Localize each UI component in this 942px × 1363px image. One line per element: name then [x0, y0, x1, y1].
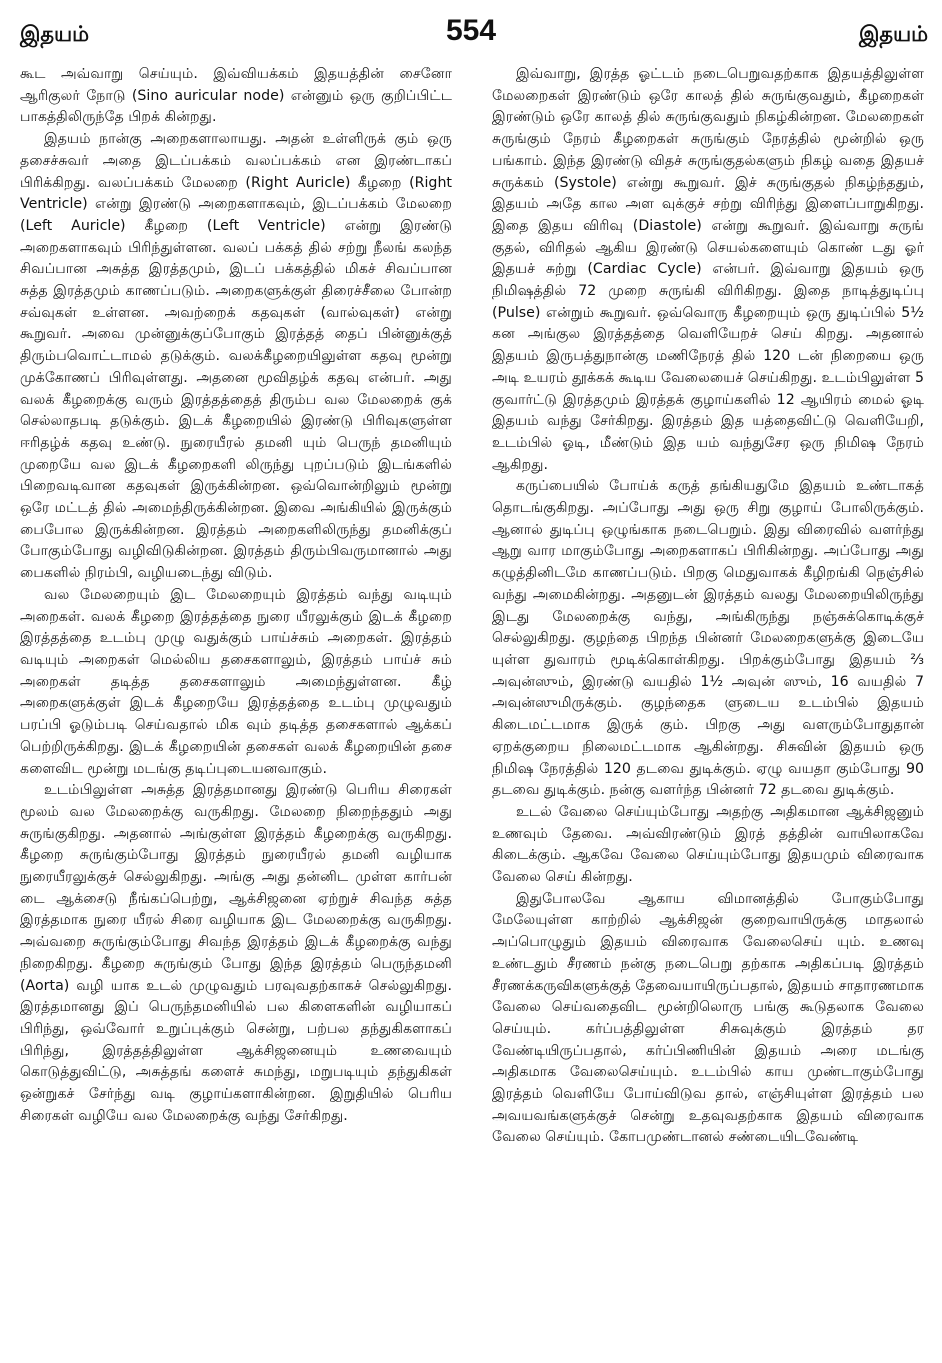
paragraph: உடம்பிலுள்ள அசுத்த இரத்தமானது இரண்டு பெரிய சிரைகள் மூலம் வல மேலறைக்கு வருகிறது. மேலறை நிறைந்ததும் அது சுருங்குகிறது. அதனால் அங்குள்ள இரத்தம் கீழறைக்கு வருகிறது. கீழறை சுருங்கும்போது இரத்தம் நுரையீரல் தமனி வழியாக நுரையீரலுக்குச் செல்லுகிறது. அங்கு அது தன்னிட முள்ள கார்பன் டை ஆக்சைடு நீங்கப்பெற்று, ஆக்சிஜனை ஏற்றுச் சிவந்த சுத்த இரத்தமாக நுரை யீரல் சிரை வழியாக இட மேலறைக்கு வருகிறது. அவ்வறை சுருங்கும்போது சிவந்த இரத்தம் இடக் கீழறைக்கு வந்து நிறைகிறது. கீழறை சுருங்கும் போது இந்த இரத்தம் பெருந்தமனி (Aorta) வழி யாக உடல் முழுவதும் பரவுவதற்காகச் செல்லுகிறது. இரத்தமானது இப் பெருந்தமனியில் பல கிளைகளின் வழியாகப் பிரிந்து, ஒவ்வோர் உறுப்புக்கும் சென்று, பற்பல தந்துகிகளாகப் பிரிந்து, இரத்தத்திலுள்ள ஆக்சிஜனையும் உணவையும் கொடுத்துவிட்டு, அசுத்தங் களைச் சுமந்து, மறுபடியும் தந்துகிகள் ஒன்றுகச் சேர்ந்து வடி குழாய்களாகின்றன. இறுதியில் பெரிய சிரைகள் வழியே வல மேலறைக்கு வந்து சேர்கிறது. — [20, 782, 452, 1124]
paragraph: கருப்பையில் போய்க் கருத் தங்கியதுமே இதயம் உண்டாகத் தொடங்குகிறது. அப்போது அது ஒரு சிறு குழாய் போலிருக்கும். ஆனால் துடிப்பு ஒழுங்காக நடைபெறும். இது விரைவில் வளர்ந்து ஆறு வார மாகும்போது அறைகளாகப் பிரிகின்றது. அப்போது அது கழுத்தினிடமே காணப்படும். பிறகு மெதுவாகக் கீழிறங்கி நெஞ்சில் வந்து அமைகின்றது. அதனுடன் இரத்தம் வலது மேலறையிலிருந்து இடது மேலறைக்கு வந்து, அங்கிருந்து நஞ்சுக்கொடிக்குச் செல்லுகிறது. குழந்தை பிறந்த பின்னர் மேலறைகளுக்கு இடையே யுள்ள துவாரம் மூடிக்கொள்கிறது. பிறக்கும்போது இதயம் ⅔ அவுன்ஸும், இரண்டு வயதில் 1½ அவுன் ஸும், 16 வயதில் 7 அவுன்ஸுமிருக்கும். குழந்தைக ளுடைய உடம்பில் இதயம் கிடைமட்டமாக இருக் கும். பிறகு அது வளரும்போதுதான் ஏறக்குறைய நிலைமட்டமாக ஆகின்றது. சிசுவின் இதயம் ஒரு நிமிஷ நேரத்தில் 120 தடவை துடிக்கும். ஏழு வயதா கும்போது 90 தடவை துடிக்கும். நன்கு வளர்ந்த பின்னர் 72 தடவை துடிக்கும். — [492, 478, 924, 799]
paragraph: கூட அவ்வாறு செய்யும். இவ்வியக்கம் இதயத்தின் சைனோ ஆரிகுலர் நோடு (Sino auricular node) என்னும் ஒரு குறிப்பிட்ட பாகத்திலிருந்தே பிறக் கின்றது. — [20, 66, 452, 126]
paragraph: வல மேலறையும் இட மேலறையும் இரத்தம் வந்து வடியும் அறைகள். வலக் கீழறை இரத்தத்தை நுரை யீரலுக்கும் இடக் கீழறை இரத்தத்தை உடம்பு முழு வதுக்கும் பாய்ச்சும் அறைகள். இரத்தம் வடியும் அறைகள் மெல்லிய தசைகளாலும், இரத்தம் பாய்ச் சும் அறைகள் தடித்த தசைகளாலும் அமைந்துள்ளன. கீழ் அறைகளுக்குள் இடக் கீழறையே இரத்தத்தை உடம்பு முழுவதும் பரப்பி ஓடும்படி செய்வதால் மிக வும் தடித்த தசைகளால் ஆக்கப் பெற்றிருக்கிறது. இடக் கீழறையின் தசைகள் வலக் கீழறையின் தசை களைவிட மூன்று மடங்கு தடிப்புடையனவாகும். — [20, 586, 452, 777]
paragraph: இதுபோலவே ஆகாய விமானத்தில் போகும்போது மேலேயுள்ள காற்றில் ஆக்சிஜன் குறைவாயிருக்கு மாதலால் அப்பொழுதும் இதயம் விரைவாக வேலைசெய் யும். உணவு உண்டதும் சீரணம் நன்கு நடைபெறு தற்காக அதிகப்படி இரத்தம் சீரணக்கருவிகளுக்குத் தேவையாயிருப்பதால், இதயம் சாதாரணமாக வேலை செய்வதைவிட மூன்றிலொரு பங்கு கூடுதலாக வேலை செய்யும். கர்ப்பத்திலுள்ள சிசுவுக்கும் இரத்தம் தர வேண்டியிருப்பதால், கர்ப்பிணியின் இதயம் அரை மடங்கு அதிகமாக வேலைசெய்யும். உடம்பில் காய முண்டாகும்போது இரத்தம் வெளியே போய்விடுவ தால், எஞ்சியுள்ள இரத்தம் பல அவயவங்களுக்குச் சென்று உதவுவதற்காக இதயம் விரைவாக வேலை செய்யும். கோபமுண்டானல் சண்டையிடவேண்டி — [492, 890, 924, 1146]
page-number: 554 — [445, 14, 497, 47]
paragraph: இதயம் நான்கு அறைகளாலாயது. அதன் உள்ளிருக் கும் ஒரு தசைச்சுவர் அதை இடப்பக்கம் வலப்பக்கம் என இரண்டாகப் பிரிக்கிறது. வலப்பக்கம் மேலறை (Right Auricle) கீழறை (Right Ventricle) என்று இரண்டு அறைகளாகவும், இடப்பக்கம் மேலறை (Left Auricle) கீழறை (Left Ventricle) என்று இரண்டு அறைகளாகவும் பிரிந்துள்ளன. வலப் பக்கத் தில் சற்று நீலங் கலந்த சிவப்பான அசுத்த இரத்தமும், இடப் பக்கத்தில் மிகச் சிவப்பான சுத்த இரத்தமும் காணப்படும். அறைகளுக்குள் திரைச்சீலை போன்ற சவ்வுகள் உள்ளன. அவற்றைக் கதவுகள் (வால்வுகள்) என்று கூறுவர். அவை முன்னுக்குப்போகும் இரத்தத் தைப் பின்னுக்குத் திரும்பவொட்டாமல் தடுக்கும். வலக்கீழறையிலுள்ள கதவு மூன்று முக்கோணப் பிரிவுள்ளது. அதனை மூவிதழ்க் கதவு என்பர். அது வலக் கீழறைக்கு வரும் இரத்தத்தைத் திரும்ப வல மேலறைக் குக் செல்லாதபடி தடுக்கும். இடக் கீழறையில் இரண்டு பிரிவுகளுள்ள ஈரிதழ்க் கதவு உண்டு. நுரையீரல் தமனி யும் பெருந் தமனியும் முறையே வல இடக் கீழறைகளி லிருந்து புறப்படும் இடங்களில் பிறைவடிவான கதவுகள் இருக்கின்றன. ஒவ்வொன்றிலும் மூன்று ஒரே மட்டத் தில் அமைந்திருக்கின்றன. இவை அங்கியில் இருக்கும் பைபோல இருக்கின்றன. இரத்தம் அறைகளிலிருந்து தமனிக்குப் போகும்போது வழிவிடுகின்றன. இரத்தம் திரும்பிவருமானால் அது பைகளில் நிரம்பி, வழியடைந்து விடும். — [20, 131, 452, 582]
paragraph: இவ்வாறு, இரத்த ஓட்டம் நடைபெறுவதற்காக இதயத்திலுள்ள மேலறைகள் இரண்டும் ஒரே காலத் தில் சுருங்குவதும், கீழறைகள் இரண்டும் ஒரே காலத் தில் சுருங்குவதும் நிகழ்கின்றன. மேலறைகள் சுருங்கும் நேரம் கீழறைகள் சுருங்கும் நேரத்தில் மூன்றில் ஒரு பங்காம். இந்த இரண்டு விதச் சுருங்குதல்களும் நிகழ் வதை இதயச் சுருக்கம் (Systole) என்று கூறுவர். இச் சுருங்குதல் நிகழ்ந்ததும், இதயம் அதே கால அள வுக்குச் சற்று விரிந்து இளைப்பாறுகிறது. இதை இதய விரிவு (Diastole) என்று கூறுவர். இவ்வாறு சுருங் குதல், விரிதல் ஆகிய இரண்டு செயல்களையும் கொண் டது ஓர் இதயச் சுற்று (Cardiac Cycle) என்பர். இவ்வாறு இதயம் ஒரு நிமிஷத்தில் 72 முறை சுருங்கி விரிகிறது. இதை நாடித்துடிப்பு (Pulse) என்றும் கூறுவர். ஒவ்வொரு கீழறையும் ஒரு துடிப்பில் 5½ கன அங்குல இரத்தத்தை வெளியேறச் செய் கிறது. அதனால் இதயம் இருபத்துநான்கு மணிநேரத் தில் 120 டன் நிறையை ஒரு அடி உயரம் தூக்கக் கூடிய வேலையைச் செய்கிறது. உடம்பிலுள்ள 5 குவார்ட்டு இரத்தமும் இரத்தக் குழாய்களில் 12 ஆயிரம் மைல் ஓடி இதயம் வந்து சேர்கிறது. இரத்தம் இத யத்தைவிட்டு வெளியேறி, உடம்பில் ஓடி, மீண்டும் இத யம் வந்துசேர ஒரு நிமிஷ நேரம் ஆகிறது. — [492, 66, 924, 473]
running-title-left: இதயம் — [20, 22, 90, 46]
right-column — [492, 64, 924, 1354]
running-header — [0, 14, 942, 54]
paragraph: உடல் வேலை செய்யும்போது அதற்கு அதிகமான ஆக்சிஜனும் உணவும் தேவை. அவ்விரண்டும் இரத் தத்தின் வாயிலாகவே கிடைக்கும். ஆகவே வேலை செய்யும்போது இதயமும் விரைவாக வேலை செய் கின்றது. — [492, 803, 924, 886]
running-title-right: இதயம் — [858, 22, 928, 46]
left-column — [20, 64, 452, 1354]
